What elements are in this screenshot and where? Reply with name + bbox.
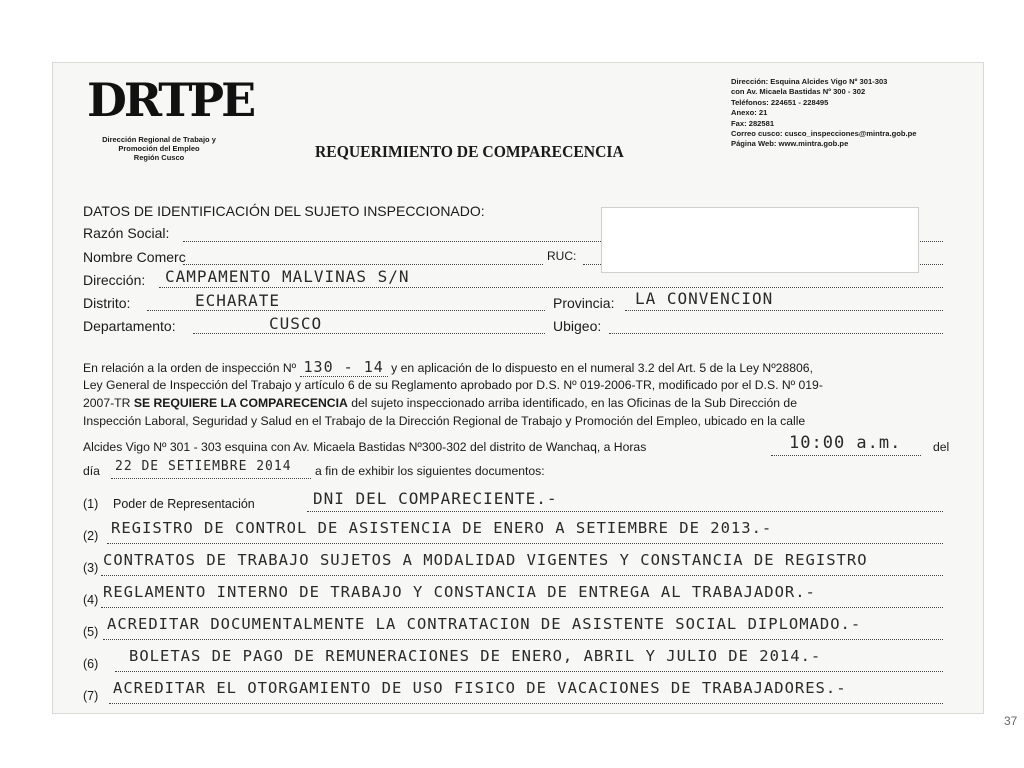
doc-4-line	[101, 607, 943, 608]
redaction-box	[601, 207, 919, 273]
body-line-3: 2007-TR SE REQUIERE LA COMPARECENCIA del sujeto inspeccionado arriba identificado, en las Oficinas de la Sub Dirección de	[83, 396, 797, 410]
nombre-comercial-label: Nombre Comerc	[83, 249, 186, 265]
section-title: DATOS DE IDENTIFICACIÓN DEL SUJETO INSPECCIONADO:	[83, 203, 485, 219]
body-line-4: Inspección Laboral, Seguridad y Salud en el Trabajo de la Dirección Regional de Trabajo y Promoción del Empleo, ubicado en la calle	[83, 414, 806, 428]
page-number: 37	[1004, 714, 1018, 728]
doc-1-value: DNI DEL COMPARECIENTE.-	[313, 489, 558, 508]
body-line-6: a fin de exhibir los siguientes documentos:	[315, 464, 545, 478]
dia-value: 22 DE SETIEMBRE 2014	[115, 459, 292, 474]
hour-value: 10:00 a.m.	[789, 433, 902, 453]
departamento-value: CUSCO	[269, 314, 323, 333]
departamento-label: Departamento:	[83, 318, 176, 334]
dia-line	[111, 478, 311, 479]
doc-3-value: CONTRATOS DE TRABAJO SUJETOS A MODALIDAD VIGENTES Y CONSTANCIA DE REGISTRO	[103, 551, 868, 569]
body-line-2: Ley General de Inspección del Trabajo y artículo 6 de su Reglamento aprobado por D.S. Nº 019-2006-TR, modificado por el D.S. Nº 019-	[83, 378, 823, 392]
doc-1-label: Poder de Representación	[113, 497, 255, 511]
org-name: Dirección Regional de Trabajo y Promoción del Empleo Región Cusco	[102, 135, 216, 162]
scanned-document	[52, 62, 984, 714]
body-line-1: En relación a la orden de inspección Nº 130 - 14 y en aplicación de lo dispuesto en el numeral 3.2 del Art. 5 de la Ley Nº28806,	[83, 358, 813, 376]
logo-text: DRTPE	[87, 73, 254, 127]
doc-6-line	[115, 671, 943, 672]
document-title: REQUERIMIENTO DE COMPARECENCIA	[315, 142, 624, 161]
order-number: 130 - 14	[300, 358, 388, 377]
contact-block: Dirección: Esquina Alcides Vigo Nº 301-303 con Av. Micaela Bastidas Nº 300 - 302 Teléfonos: 224651 - 228495 Anexo: 21 Fax: 282581 Correo cusco: cusco_inspecciones@mintra.gob.pe Página Web: www.mintra.gob.pe	[731, 77, 917, 149]
ruc-label: RUC:	[547, 249, 577, 263]
doc-5-num: (5)	[83, 625, 99, 639]
dia-label: día	[83, 464, 100, 478]
doc-4-value: REGLAMENTO INTERNO DE TRABAJO Y CONSTANCIA DE ENTREGA AL TRABAJADOR.-	[103, 583, 816, 601]
body-line-5-end: del	[933, 440, 950, 454]
body-line-5: Alcides Vigo Nº 301 - 303 esquina con Av. Micaela Bastidas Nº300-302 del distrito de Wanchaq, a Horas	[83, 440, 647, 454]
provincia-label: Provincia:	[553, 295, 615, 311]
doc-2-num: (2)	[83, 529, 99, 543]
doc-7-line	[109, 703, 943, 704]
doc-5-line	[103, 639, 943, 640]
doc-6-value: BOLETAS DE PAGO DE REMUNERACIONES DE ENERO, ABRIL Y JULIO DE 2014.-	[129, 647, 822, 665]
doc-1-num: (1)	[83, 497, 99, 511]
doc-2-value: REGISTRO DE CONTROL DE ASISTENCIA DE ENERO A SETIEMBRE DE 2013.-	[111, 519, 773, 537]
departamento-line	[193, 333, 545, 334]
distrito-value: ECHARATE	[195, 291, 281, 310]
provincia-value: LA CONVENCION	[635, 289, 774, 308]
hour-line	[771, 455, 921, 456]
doc-4-num: (4)	[83, 593, 99, 607]
direccion-label: Dirección:	[83, 272, 146, 288]
doc-3-line	[101, 575, 943, 576]
doc-3-num: (3)	[83, 561, 99, 575]
provincia-line	[625, 310, 943, 311]
distrito-line	[147, 310, 545, 311]
doc-5-value: ACREDITAR DOCUMENTALMENTE LA CONTRATACION DE ASISTENTE SOCIAL DIPLOMADO.-	[107, 615, 862, 633]
razon-social-label: Razón Social:	[83, 225, 170, 241]
doc-7-value: ACREDITAR EL OTORGAMIENTO DE USO FISICO DE VACACIONES DE TRABAJADORES.-	[113, 679, 847, 697]
doc-2-line	[107, 543, 943, 544]
direccion-line	[159, 287, 943, 288]
ubigeo-label: Ubigeo:	[553, 318, 602, 334]
nombre-comercial-line	[183, 264, 543, 265]
doc-1-line	[307, 511, 943, 512]
distrito-label: Distrito:	[83, 295, 131, 311]
ubigeo-line	[609, 333, 943, 334]
direccion-value: CAMPAMENTO MALVINAS S/N	[165, 267, 410, 286]
doc-6-num: (6)	[83, 657, 99, 671]
doc-7-num: (7)	[83, 689, 99, 703]
drtpe-logo	[87, 73, 253, 127]
